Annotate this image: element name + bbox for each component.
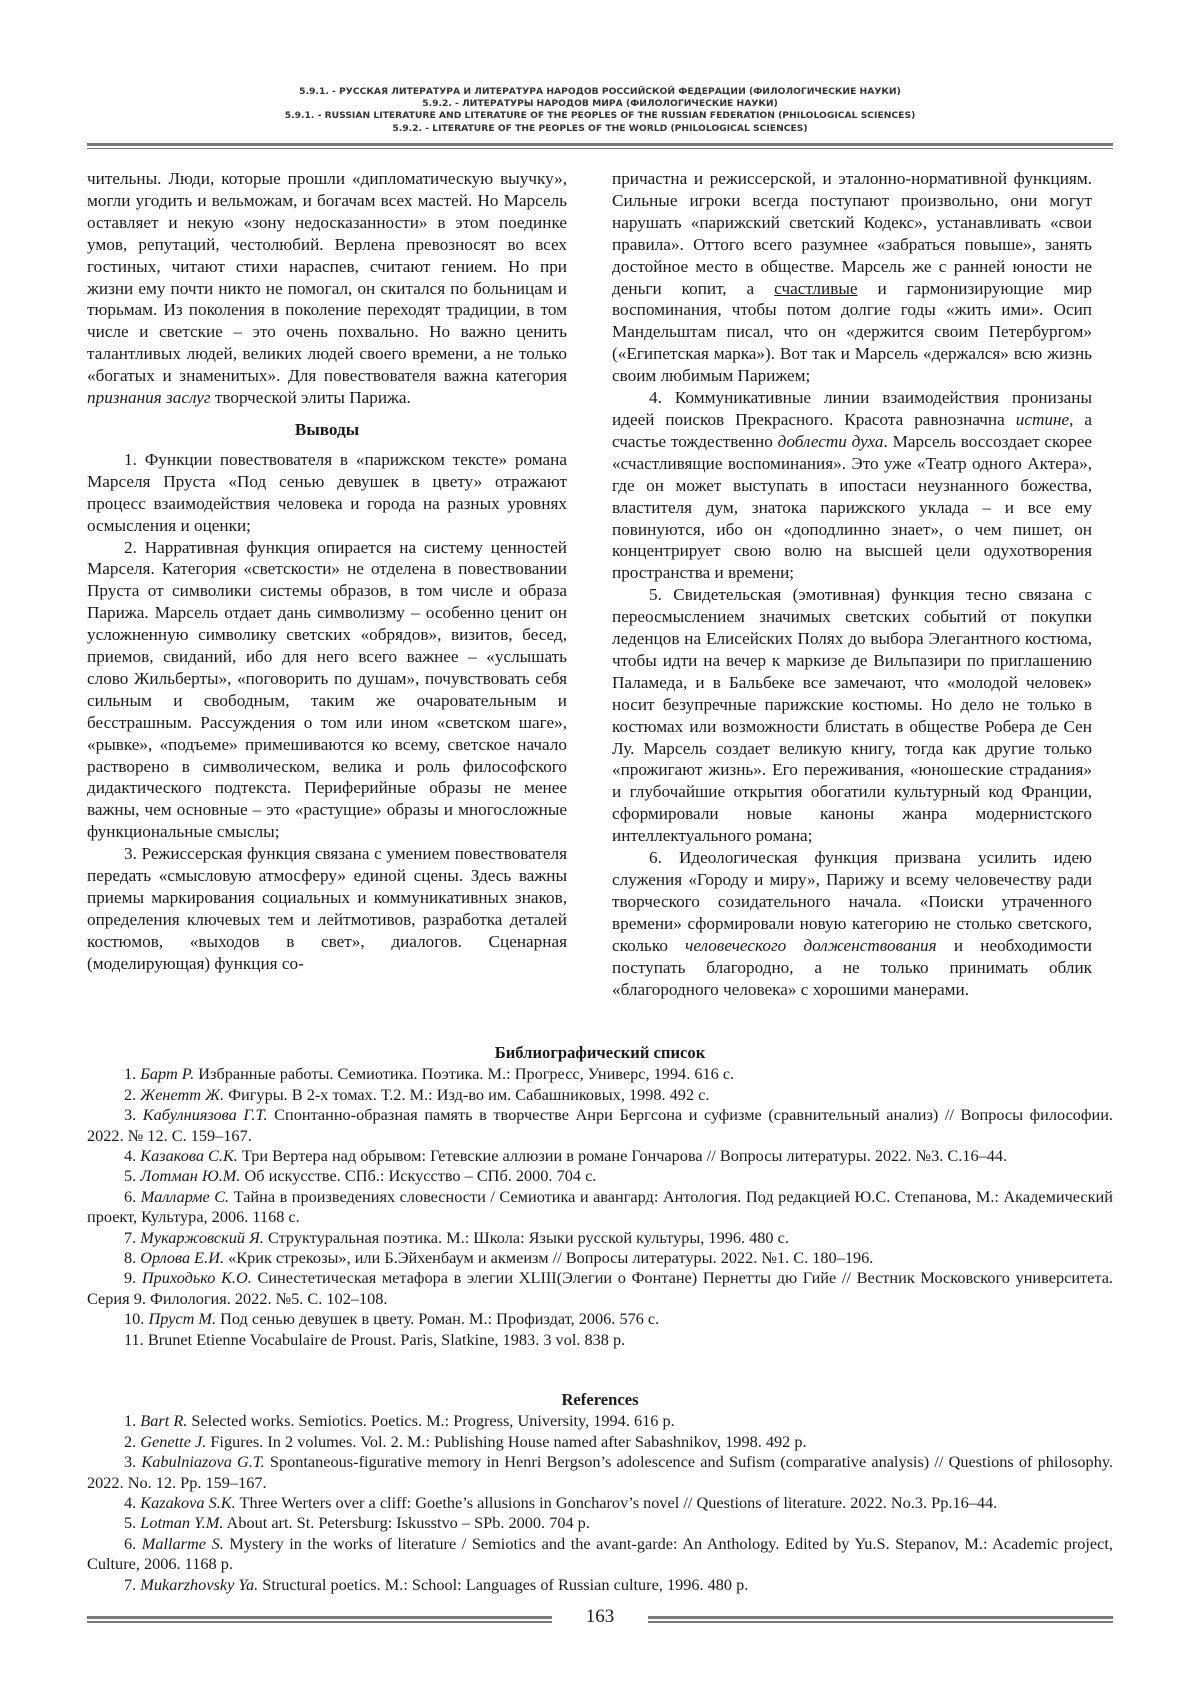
reference-entry [87, 1452, 1113, 1493]
page-number: 163 [585, 1606, 615, 1627]
reference-entry [87, 1309, 1113, 1329]
conclusion-item-3-continued: причастна и режиссерской, и эталонно-нормативной функциям. Сильные игроки всегда поступают произвольно, они могут нарушать «парижский светский Кодекс», устанавливать «свои правила». Оттого всего разумнее «забраться повыше», занять достойное место в обществе. Марсель же с ранней юности не деньги копит, а счастливые и гармонизирующие мир воспоминания, чтобы потом долгие годы «жить ими». Осип Мандельштам писал, что он «держится своим Петербургом» («Египетская марка»). Вот так и Марсель «держался» всю жизнь своим любимым Парижем; [612, 169, 1092, 386]
reference-entry [87, 1534, 1113, 1575]
reference-text: Тайна в произведениях словесности / Семиотика и авангард: Антология. Под редакцией Ю.С. Степанова, М.: Академический проект, Культура, 2006. 1168 с. [87, 1186, 1113, 1227]
page-footer [87, 1606, 1113, 1635]
reference-number: 2. [124, 1431, 137, 1451]
reference-author: Лотман Ю.М. [140, 1166, 241, 1186]
intro-paragraph: чительны. Люди, которые прошли «дипломатическую выучку», могли угодить и вельможам, и богачам всех мастей. Но Марсель оставляет и некую «зону недосказанности» в этом поединке умов, репутаций, честолюбий. Верлена превозносят во всех гостиных, читают стихи нараспев, считают гением. Но при жизни ему почти никто не помогал, он скитался по больницам и тюрьмам. Из поколения в поколение переходят традиции, в том числе и светские – это очень похвально. Но важно ценить талантливых людей, великих людей своего времени, а не только «богатых и знаменитых». Для повествователя важна категория признания заслуг творческой элиты Парижа. [87, 169, 567, 408]
reference-text: Структуральная поэтика. М.: Школа: Языки русской культуры, 1996. 480 с. [263, 1227, 789, 1247]
bibliography-title: Библиографический список [494, 1043, 706, 1062]
conclusion-item-4: 4. Коммуникативные линии взаимодействия пронизаны идеей поисков Прекрасного. Красота равнозначна истине, а счастье тождественно доблести духа. Марсель воссоздает скорее «счастливящие воспоминания». Это уже «Театр одного Актера», где он может выступать в ипостаси неузнанного божества, властителя дум, знатока парижского уклада – и все ему повинуются, ибо он «доподлинно знает», о чем пишет, он концентрирует свою волю на высшей цели одухотворения пространства и времени; [612, 388, 1092, 583]
reference-number: 11. [124, 1329, 144, 1349]
reference-text: Синестетическая метафора в элегии XLIII(Элегии о Фонтане) Пернетты дю Гийе // Вестник Московского университета. Серия 9. Филология. 2022. №5. С. 102–108. [87, 1268, 1113, 1308]
reference-number: 3. [124, 1452, 137, 1472]
references-list [87, 1411, 1113, 1595]
reference-author: Mallarme S. [141, 1533, 224, 1553]
header-rule [87, 143, 1113, 149]
reference-number: 4. [124, 1146, 137, 1166]
reference-number: 10. [124, 1309, 145, 1329]
reference-text: Figures. In 2 volumes. Vol. 2. M.: Publishing House named after Sabashnikov, 1998. 492 p. [206, 1431, 807, 1451]
reference-author: Приходько К.О. [141, 1268, 252, 1288]
reference-author: Малларме С. [140, 1186, 230, 1206]
reference-author: Барт Р. [140, 1064, 195, 1084]
conclusion-item-3: 3. Режиссерская функция связана с умением повествователя передать «смысловую атмосферу» единой сцены. Здесь важны приемы маркирования социальных и коммуникативных знаков, определения ключевых тем и лейтмотивов, разработка деталей костюмов, «выходов в свет», диалогов. Сценарная (моделирующая) функция со- [87, 844, 567, 973]
reference-entry [87, 1248, 1113, 1268]
reference-author: Lotman Y.M. [140, 1513, 224, 1533]
reference-text: Спонтанно-образная память в творчестве Анри Бергсона и суфизме (сравнительный анализ) // Вопросы философии. 2022. № 12. С. 159–167. [87, 1105, 1113, 1145]
bibliography-section [87, 1043, 1113, 1350]
reference-number: 3. [124, 1105, 137, 1125]
reference-author: Кабулниязова Г.Т. [142, 1105, 268, 1125]
reference-entry [87, 1105, 1113, 1146]
reference-entry [87, 1575, 1113, 1595]
conclusions-heading: Выводы [294, 419, 360, 439]
reference-entry [87, 1432, 1113, 1452]
reference-author: Женетт Ж. [140, 1084, 225, 1104]
running-header [87, 86, 1113, 135]
conclusion-item-5: 5. Свидетельская (эмотивная) функция тесно связана с переосмыслением значимых светских событий от покупки леденцов на Елисейских Полях до выбора Элегантного костюма, чтобы идти на вечер к маркизе де Вильпазири по приглашению Паламеда, и в Бальбеке все замечают, что «молодой человек» носит безупречные парижские костюмы. Но дело не только в костюмах или возможности блистать в обществе Робера де Сен Лу. Марсель создает великую книгу, тогда как другие только «прожигают жизнь». Его переживания, «юношеские страдания» и глубочайшие открытия обогатили культурный код Франции, сформировали новые каноны жанра модернистского интеллектуального романа; [612, 585, 1092, 846]
reference-entry [87, 1513, 1113, 1533]
reference-text: Mystery in the works of literature / Semiotics and the avant-garde: An Anthology. Edited by Yu.S. Stepanov, M.: Academic project, Culture, 2006. 1168 p. [87, 1533, 1113, 1574]
reference-author: Mukarzhovsky Ya. [140, 1574, 259, 1594]
reference-text: Selected works. Semiotics. Poetics. M.: Progress, University, 1994. 616 p. [187, 1411, 675, 1431]
reference-number: 4. [124, 1493, 137, 1513]
reference-text: Под сенью девушек в цвету. Роман. М.: Профиздат, 2006. 576 с. [216, 1309, 660, 1329]
reference-number: 5. [124, 1513, 137, 1533]
reference-author: Bart R. [140, 1411, 188, 1431]
reference-entry [87, 1166, 1113, 1186]
reference-number: 6. [124, 1533, 137, 1553]
left-column [87, 168, 567, 975]
reference-number: 2. [124, 1084, 137, 1104]
conclusion-item-6: 6. Идеологическая функция призвана усилить идею служения «Городу и миру», Парижу и всему человечеству ради творческого созидательного начала. «Поиски утраченного времени» сформировали новую категорию не столько светского, сколько человеческого долженствования и необходимости поступать благородно, а не только принимать облик «благородного человека» с хорошими манерами. [612, 848, 1092, 999]
reference-entry [87, 1228, 1113, 1248]
reference-entry [87, 1268, 1113, 1309]
reference-author: Genette J. [140, 1431, 207, 1451]
reference-author: Мукаржовский Я. [140, 1227, 264, 1247]
header-line-4: 5.9.2. - LITERATURE OF THE PEOPLES OF THE WORLD (PHILOLOGICAL SCIENCES) [392, 122, 808, 134]
header-line-1: 5.9.1. - РУССКАЯ ЛИТЕРАТУРА И ЛИТЕРАТУРА НАРОДОВ РОССИЙСКОЙ ФЕДЕРАЦИИ (ФИЛОЛОГИЧЕСКИЕ НАУКИ) [299, 86, 901, 97]
reference-text: Spontaneous-figurative memory in Henri Bergson’s adolescence and Sufism (comparative analysis) // Questions of philosophy. 2022. No. 12. Pp. 159–167. [87, 1452, 1113, 1492]
footer-rule-left [87, 1616, 552, 1623]
reference-author: Kazakova S.K. [140, 1493, 236, 1513]
reference-entry [87, 1187, 1113, 1228]
reference-entry [87, 1146, 1113, 1166]
reference-author: Пруст М. [148, 1309, 217, 1329]
reference-number: 9. [124, 1268, 137, 1288]
reference-entry [87, 1411, 1113, 1431]
reference-author: Орлова Е.И. [140, 1248, 225, 1268]
reference-text: Three Werters over a cliff: Goethe’s allusions in Goncharov’s novel // Questions of literature. 2022. No.3. Pp.16–44. [235, 1493, 998, 1513]
conclusion-item-1: 1. Функции повествователя в «парижском тексте» романа Марселя Пруста «Под сенью девушек в цвету» отражают процесс взаимодействия человека и города на разных уровнях осмысления и оценки; [87, 449, 567, 535]
reference-text: Structural poetics. M.: School: Languages of Russian culture, 1996. 480 p. [258, 1574, 749, 1594]
reference-text: «Крик стрекозы», или Б.Эйхенбаум и акмеизм // Вопросы литературы. 2022. №1. С. 180–196. [224, 1248, 874, 1268]
reference-entry [87, 1085, 1113, 1105]
reference-number: 1. [124, 1411, 137, 1431]
reference-text: Brunet Etienne Vocabulaire de Proust. Paris, Slatkine, 1983. 3 vol. 838 p. [147, 1329, 626, 1349]
reference-number: 5. [124, 1166, 137, 1186]
reference-author: Kabulniazova G.T. [141, 1452, 265, 1472]
right-column [612, 168, 1092, 1000]
reference-number: 7. [124, 1227, 137, 1247]
reference-author: Казакова С.К. [140, 1146, 238, 1166]
reference-number: 7. [124, 1574, 137, 1594]
footer-rule-right [648, 1616, 1113, 1623]
conclusion-item-2: 2. Нарративная функция опирается на систему ценностей Марселя. Категория «светскости» не отделена в повествовании Пруста от символики системы образов, в том числе и образа Парижа. Марсель отдает дань символизму – особенно ценит он усложненную символику светских «обрядов», визитов, бесед, приемов, свиданий, ибо для него всего важнее – «услышать слово Жильберты», «поговорить по душам», почувствовать себя сильным и свободным, таким же очаровательным и бесстрашным. Рассуждения о том или ином «светском шаге», «рывке», «подъеме» примешиваются ко всему, светское начало растворено в символическом, велика и роль философского дидактического подтекста. Периферийные образы не менее важны, чем основные – это «растущие» образы и многосложные функциональные смыслы; [87, 537, 567, 842]
reference-text: Об искусстве. СПб.: Искусство – СПб. 2000. 704 с. [240, 1166, 597, 1186]
reference-number: 6. [124, 1186, 137, 1206]
reference-entry [87, 1493, 1113, 1513]
reference-text: Три Вертера над обрывом: Гетевские аллюзии в романе Гончарова // Вопросы литературы. 2022. №3. С.16–44. [237, 1146, 1008, 1166]
reference-number: 8. [124, 1248, 137, 1268]
header-line-3: 5.9.1. - RUSSIAN LITERATURE AND LITERATURE OF THE PEOPLES OF THE RUSSIAN FEDERATION (PHILOLOGICAL SCIENCES) [284, 110, 916, 122]
reference-entry [87, 1064, 1113, 1084]
header-line-2: 5.9.2. - ЛИТЕРАТУРЫ НАРОДОВ МИРА (ФИЛОЛОГИЧЕСКИЕ НАУКИ) [422, 98, 778, 110]
references-title: References [561, 1390, 639, 1409]
reference-number: 1. [124, 1064, 137, 1084]
reference-text: Фигуры. В 2-х томах. Т.2. М.: Изд-во им. Сабашниковых, 1998. 492 с. [224, 1084, 710, 1104]
references-section [87, 1390, 1113, 1595]
reference-text: About art. St. Petersburg: Iskusstvo – SPb. 2000. 704 p. [223, 1513, 590, 1533]
reference-entry [87, 1330, 1113, 1350]
reference-text: Избранные работы. Семиотика. Поэтика. М.: Прогресс, Универс, 1994. 616 с. [194, 1064, 735, 1084]
bibliography-list [87, 1064, 1113, 1350]
